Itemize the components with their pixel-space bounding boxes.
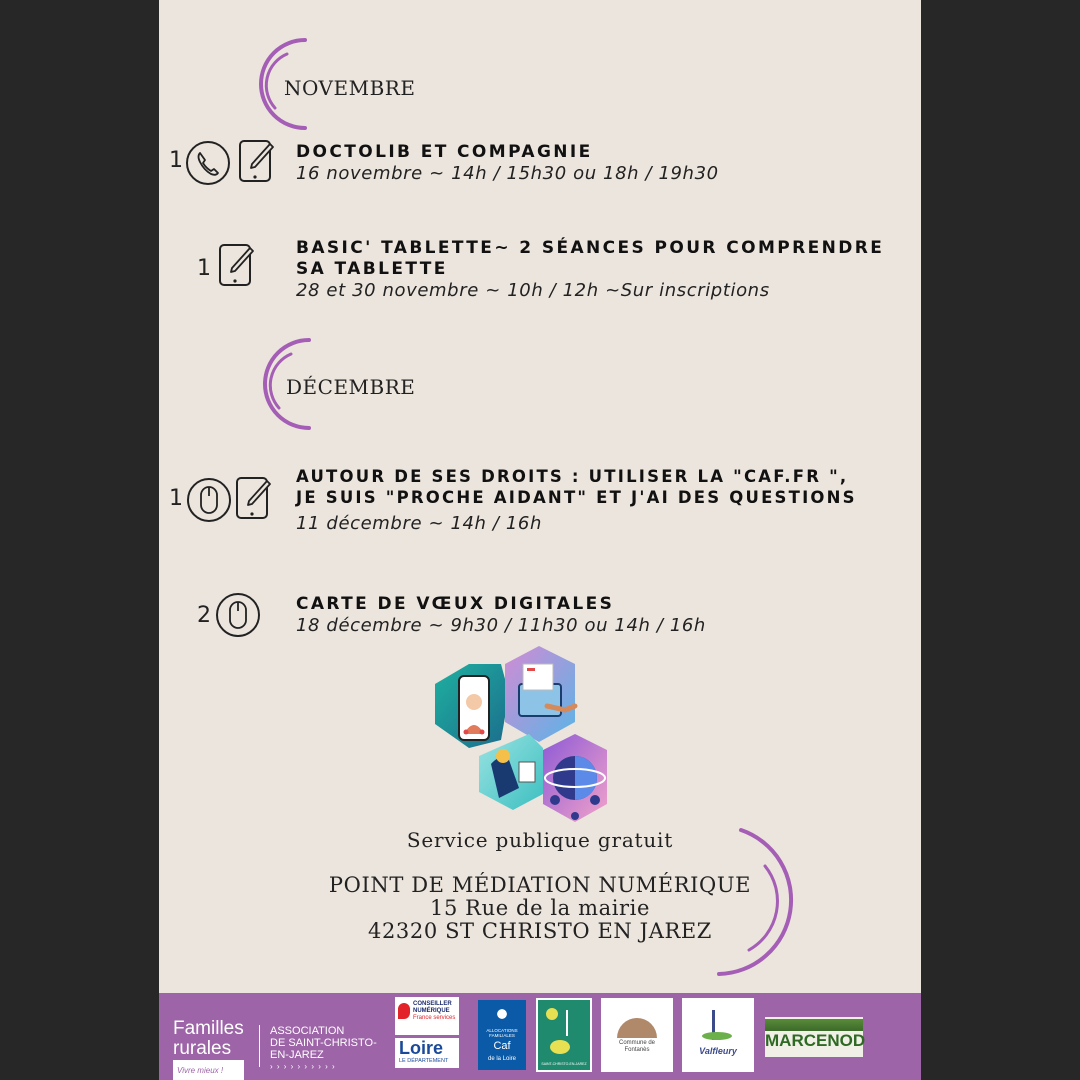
poster <box>159 0 921 1080</box>
church-icon <box>566 1010 568 1036</box>
address-title: POINT DE MÉDIATION NUMÉRIQUE <box>328 873 752 897</box>
logo-text: France services <box>413 1015 456 1021</box>
logo-text: CONSEILLER <box>413 1001 452 1007</box>
event-title: AUTOUR DE SES DROITS : UTILISER LA "CAF.FR ", JE SUIS "PROCHE AIDANT" ET J'AI DES QUESTIONS <box>296 467 857 507</box>
saint-christo-logo <box>536 998 592 1072</box>
logo-text: ALLOCATIONS <box>486 1028 518 1033</box>
logo-text: SAINT-CHRISTO-EN-JAREZ <box>541 1062 587 1066</box>
address-city: 42320 ST CHRISTO EN JAREZ <box>367 919 713 943</box>
logo-text: ASSOCIATION <box>270 1025 345 1037</box>
service-label: Service publique gratuit <box>406 828 674 852</box>
logo-tagline: Vivre mieux ! <box>173 1060 244 1080</box>
event-title: BASIC' TABLETTE~ 2 SÉANCES POUR COMPRENDRE SA TABLETTE <box>296 238 885 279</box>
session-count: 1 <box>169 486 183 511</box>
session-count: 1 <box>197 256 211 281</box>
partners-footer <box>159 993 921 1080</box>
figure-icon <box>550 1040 570 1054</box>
phone-icon <box>185 140 231 186</box>
logo-text: rurales <box>173 1038 232 1059</box>
conseiller-numerique-logo <box>395 997 459 1035</box>
event-basic-tablette <box>296 238 884 301</box>
marcenod-logo <box>765 1017 866 1057</box>
logo-text: de la Loire <box>487 1056 517 1062</box>
session-count: 1 <box>169 148 183 173</box>
caf-emblem-icon <box>490 1004 514 1024</box>
logo-text: LE DÉPARTEMENT <box>399 1058 449 1064</box>
divider <box>259 1025 260 1067</box>
tablet-icon <box>217 242 259 288</box>
logo-text: NUMÉRIQUE <box>413 1008 450 1014</box>
event-schedule: 18 décembre ~ 9h30 / 11h30 ou 14h / 16h <box>296 615 706 636</box>
digital-services-illustration <box>431 644 651 834</box>
session-count: 2 <box>197 603 211 628</box>
location-pin-icon <box>398 1003 410 1019</box>
event-schedule: 16 novembre ~ 14h / 15h30 ou 18h / 19h30 <box>296 163 719 184</box>
loire-departement-logo <box>395 1038 459 1068</box>
mouse-icon <box>215 592 261 638</box>
event-carte-voeux <box>296 594 706 636</box>
event-doctolib <box>296 142 719 184</box>
logo-text: DE SAINT-CHRISTO- <box>270 1037 377 1049</box>
event-title: CARTE DE VŒUX DIGITALES <box>296 594 615 614</box>
village-icon <box>617 1018 657 1038</box>
hill-icon <box>702 1032 732 1040</box>
address-street: 15 Rue de la mairie <box>429 896 651 920</box>
logo-text: Caf <box>493 1040 511 1052</box>
valfleury-logo <box>682 998 754 1072</box>
month-heading-decembre: DÉCEMBRE <box>286 375 416 399</box>
caf-loire-logo <box>478 1000 526 1070</box>
logo-text: Valfleury <box>699 1046 737 1056</box>
sun-icon <box>546 1008 558 1020</box>
tablet-icon <box>234 475 276 521</box>
event-droits <box>296 466 857 534</box>
logo-text: Fontanès <box>624 1047 650 1053</box>
logo-text: Loire <box>399 1038 444 1058</box>
logo-text: Familles <box>173 1018 244 1039</box>
association-name: ASSOCIATION DE SAINT-CHRISTO- EN-JAREZ › › › › › › › › › › <box>270 1025 377 1071</box>
familles-rurales-logo <box>173 1019 244 1080</box>
event-title: DOCTOLIB ET COMPAGNIE <box>296 142 593 162</box>
tablet-icon <box>237 138 279 184</box>
landscape-icon <box>765 1019 863 1031</box>
fontanes-logo <box>601 998 673 1072</box>
mouse-icon <box>186 477 232 523</box>
logo-text: FAMILIALES <box>489 1033 515 1038</box>
logo-text: Commune de <box>618 1040 656 1046</box>
logo-text: MARCENOD <box>765 1031 866 1050</box>
event-schedule: 11 décembre ~ 14h / 16h <box>296 513 542 534</box>
month-heading-novembre: NOVEMBRE <box>284 76 416 100</box>
address-block <box>159 874 921 943</box>
logo-text: EN-JAREZ <box>270 1049 324 1061</box>
event-schedule: 28 et 30 novembre ~ 10h / 12h ~Sur inscriptions <box>296 280 770 301</box>
